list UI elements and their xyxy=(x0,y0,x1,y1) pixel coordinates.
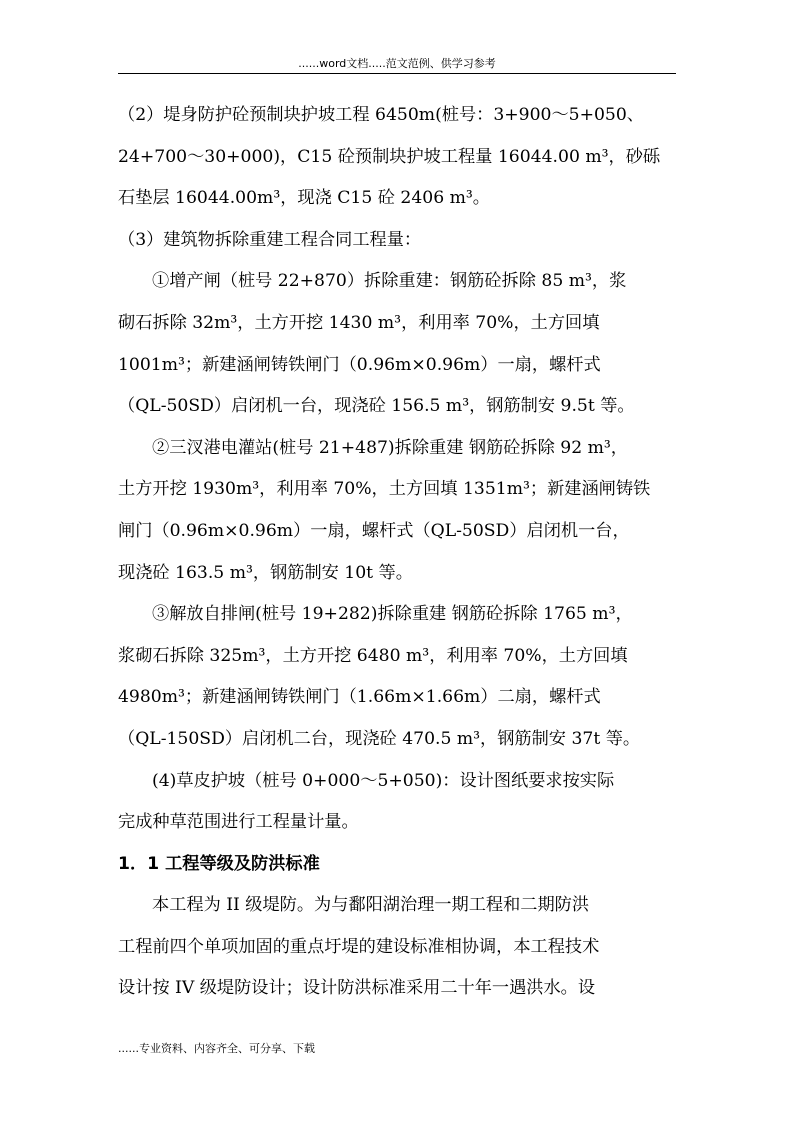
text-line: ③解放自排闸(桩号 19+282)拆除重建 钢筋砼拆除 1765 m³， xyxy=(152,604,633,625)
text-line: 闸门（0.96m×0.96m）一扇，螺杆式（QL-50SD）启闭机一台， xyxy=(118,520,630,541)
text-line: 1001m³；新建涵闸铸铁闸门（0.96m×0.96m）一扇，螺杆式 xyxy=(118,354,601,375)
text-line: ①增产闸（桩号 22+870）拆除重建：钢筋砼拆除 85 m³，浆 xyxy=(152,271,627,292)
text-line: ②三汊港电灌站(桩号 21+487)拆除重建 钢筋砼拆除 92 m³， xyxy=(152,437,628,458)
text-line: 现浇砼 163.5 m³，钢筋制安 10t 等。 xyxy=(118,562,413,583)
text-line: （QL-50SD）启闭机一台，现浇砼 156.5 m³，钢筋制安 9.5t 等。 xyxy=(118,396,635,417)
page-header: ......word文档.....范文范例、供学习参考 xyxy=(298,57,496,70)
text-line: （QL-150SD）启闭机二台，现浇砼 470.5 m³，钢筋制安 37t 等。 xyxy=(118,728,641,749)
text-line: 4980m³；新建涵闸铸铁闸门（1.66m×1.66m）二扇，螺杆式 xyxy=(118,687,601,708)
section-heading: 1．1 工程等级及防洪标准 xyxy=(118,853,320,874)
text-line: 24+700～30+000)，C15 砼预制块护坡工程量 16044.00 m³，砂砾 xyxy=(118,146,661,167)
text-line: 完成种草范围进行工程量计量。 xyxy=(118,812,359,833)
text-line: (4)草皮护坡（桩号 0+000～5+050)：设计图纸要求按实际 xyxy=(152,770,615,791)
page-footer: ......专业资料、内容齐全、可分享、下载 xyxy=(118,1042,315,1055)
text-line: （2）堤身防护砼预制块护坡工程 6450m(桩号：3+900～5+050、 xyxy=(118,105,644,125)
text-line: 设计按 IV 级堤防设计；设计防洪标准采用二十年一遇洪水。设 xyxy=(118,978,596,999)
header-rule xyxy=(118,73,676,74)
text-line: 本工程为 II 级堤防。为与鄱阳湖治理一期工程和二期防洪 xyxy=(152,895,590,916)
document-body xyxy=(118,95,678,1010)
text-line: 工程前四个单项加固的重点圩堤的建设标准相协调，本工程技术 xyxy=(118,936,600,957)
text-line: 石垫层 16044.00m³，现浇 C15 砼 2406 m³。 xyxy=(118,188,490,209)
text-line: （3）建筑物拆除重建工程合同工程量： xyxy=(118,229,422,250)
text-line: 土方开挖 1930m³，利用率 70%，土方回填 1351m³；新建涵闸铸铁 xyxy=(118,479,651,500)
text-line: 浆砌石拆除 325m³，土方开挖 6480 m³，利用率 70%，土方回填 xyxy=(118,645,628,666)
text-line: 砌石拆除 32m³，土方开挖 1430 m³，利用率 70%，土方回填 xyxy=(118,312,600,333)
